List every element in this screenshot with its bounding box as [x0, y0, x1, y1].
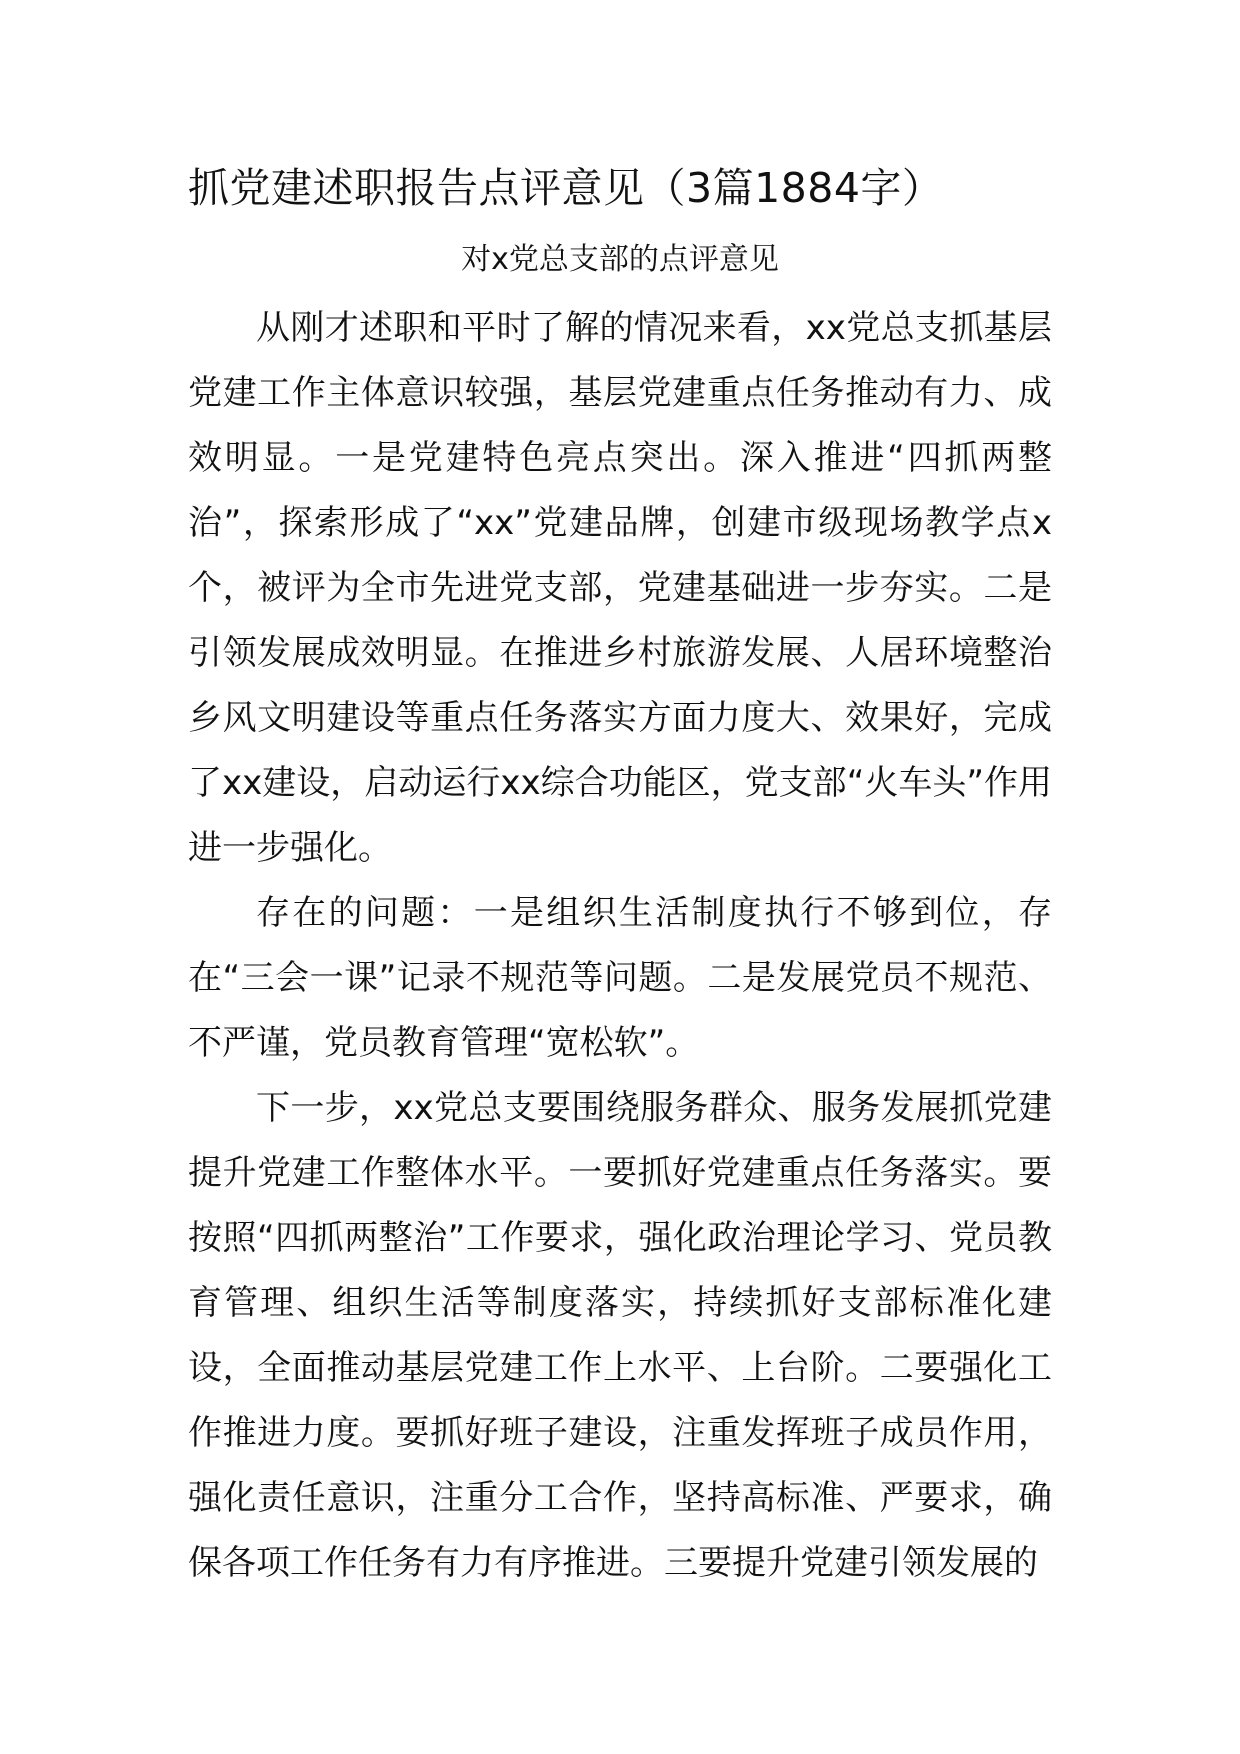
- document-title: 抓党建述职报告点评意见（3篇1884字）: [188, 164, 944, 212]
- body-paragraph: 从刚才述职和平时了解的情况来看，xx党总支抓基层党建工作主体意识较强，基层党建重点任务推动有力、成效明显。一是党建特色亮点突出。深入推进“四抓两整治”，探索形成了“xx”党建品牌，创建市级现场教学点x个，被评为全市先进党支部，党建基础进一步夯实。二是引领发展成效明显。在推进乡村旅游发展、人居环境整治乡风文明建设等重点任务落实方面力度大、效果好，完成了xx建设，启动运行xx综合功能区，党支部“火车头”作用进一步强化。: [188, 308, 1052, 868]
- document-subtitle: 对x党总支部的点评意见: [461, 242, 779, 277]
- body-paragraph: 下一步，xx党总支要围绕服务群众、服务发展抓党建提升党建工作整体水平。一要抓好党建重点任务落实。要按照“四抓两整治”工作要求，强化政治理论学习、党员教育管理、组织生活等制度落实，持续抓好支部标准化建设，全面推动基层党建工作上水平、上台阶。二要强化工作推进力度。要抓好班子建设，注重发挥班子成员作用，强化责任意识，注重分工合作，坚持高标准、严要求，确保各项工作任务有力有序推进。三要提升党建引领发展的: [188, 1088, 1052, 1583]
- document-body: [188, 296, 1052, 1596]
- body-paragraph: 存在的问题：一是组织生活制度执行不够到位，存在“三会一课”记录不规范等问题。二是发展党员不规范、不严谨，党员教育管理“宽松软”。: [188, 893, 1052, 1063]
